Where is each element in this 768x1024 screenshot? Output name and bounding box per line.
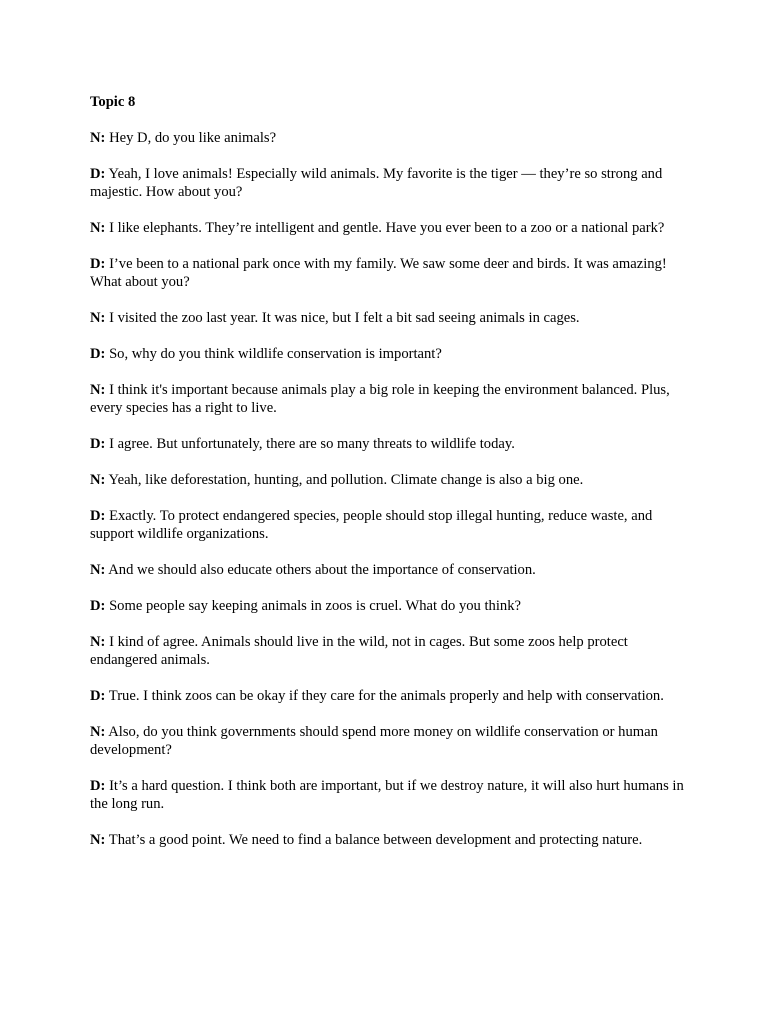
dialogue-line [90, 561, 690, 579]
dialogue-line [90, 471, 690, 489]
dialogue-text: Exactly. To protect endangered species, people should stop illegal hunting, reduce waste, and support wildlife organizations. [90, 508, 653, 542]
dialogue-line [90, 219, 690, 237]
dialogue-text: So, why do you think wildlife conservation is important? [109, 346, 442, 362]
speaker-label: D: [90, 508, 106, 524]
speaker-label: N: [90, 832, 106, 848]
dialogue-text: I like elephants. They’re intelligent and gentle. Have you ever been to a zoo or a national park? [109, 220, 665, 236]
speaker-label: N: [90, 382, 106, 398]
dialogue-line [90, 777, 690, 813]
dialogue-line [90, 129, 690, 147]
dialogue-line [90, 345, 690, 363]
dialogue-text: I visited the zoo last year. It was nice, but I felt a bit sad seeing animals in cages. [109, 310, 580, 326]
dialogue-text: And we should also educate others about the importance of conservation. [108, 562, 536, 578]
dialogue-line [90, 255, 690, 291]
speaker-label: D: [90, 166, 106, 182]
dialogue-text: Yeah, I love animals! Especially wild animals. My favorite is the tiger — they’re so strong and majestic. How about you? [90, 166, 663, 200]
dialogue-text: I think it's important because animals play a big role in keeping the environment balanced. Plus, every species has a right to live. [90, 382, 670, 416]
dialogue-line [90, 381, 690, 417]
speaker-label: N: [90, 130, 106, 146]
dialogue-text: I agree. But unfortunately, there are so many threats to wildlife today. [109, 436, 515, 452]
speaker-label: D: [90, 346, 106, 362]
speaker-label: N: [90, 562, 106, 578]
dialogue-text: Also, do you think governments should spend more money on wildlife conservation or human development? [90, 724, 658, 758]
dialogue-line [90, 507, 690, 543]
dialogue-text: True. I think zoos can be okay if they care for the animals properly and help with conservation. [108, 688, 664, 704]
speaker-label: N: [90, 634, 106, 650]
speaker-label: D: [90, 688, 106, 704]
speaker-label: N: [90, 220, 106, 236]
speaker-label: D: [90, 598, 106, 614]
speaker-label: D: [90, 436, 106, 452]
speaker-label: N: [90, 472, 106, 488]
dialogue-line [90, 597, 690, 615]
dialogue-text: Yeah, like deforestation, hunting, and pollution. Climate change is also a big one. [108, 472, 584, 488]
speaker-label: N: [90, 724, 106, 740]
speaker-label: D: [90, 256, 106, 272]
dialogue-text: I’ve been to a national park once with my family. We saw some deer and birds. It was amazing! What about you? [90, 256, 667, 290]
dialogue-line [90, 831, 690, 849]
dialogue-text: Hey D, do you like animals? [109, 130, 277, 146]
dialogue-text: That’s a good point. We need to find a balance between development and protecting nature. [108, 832, 643, 848]
dialogue-text: I kind of agree. Animals should live in the wild, not in cages. But some zoos help protect endangered animals. [90, 634, 628, 668]
dialogue-line [90, 633, 690, 669]
dialogue-text: It’s a hard question. I think both are important, but if we destroy nature, it will also hurt humans in the long run. [90, 778, 684, 812]
dialogue-line [90, 165, 690, 201]
dialogue-text: Some people say keeping animals in zoos is cruel. What do you think? [109, 598, 521, 614]
dialogue-line [90, 687, 690, 705]
dialogue-line [90, 435, 690, 453]
dialogue-line [90, 723, 690, 759]
document-page [90, 93, 690, 867]
speaker-label: N: [90, 310, 106, 326]
dialogue-line [90, 309, 690, 327]
speaker-label: D: [90, 778, 106, 794]
document-title: Topic 8 [90, 94, 136, 110]
